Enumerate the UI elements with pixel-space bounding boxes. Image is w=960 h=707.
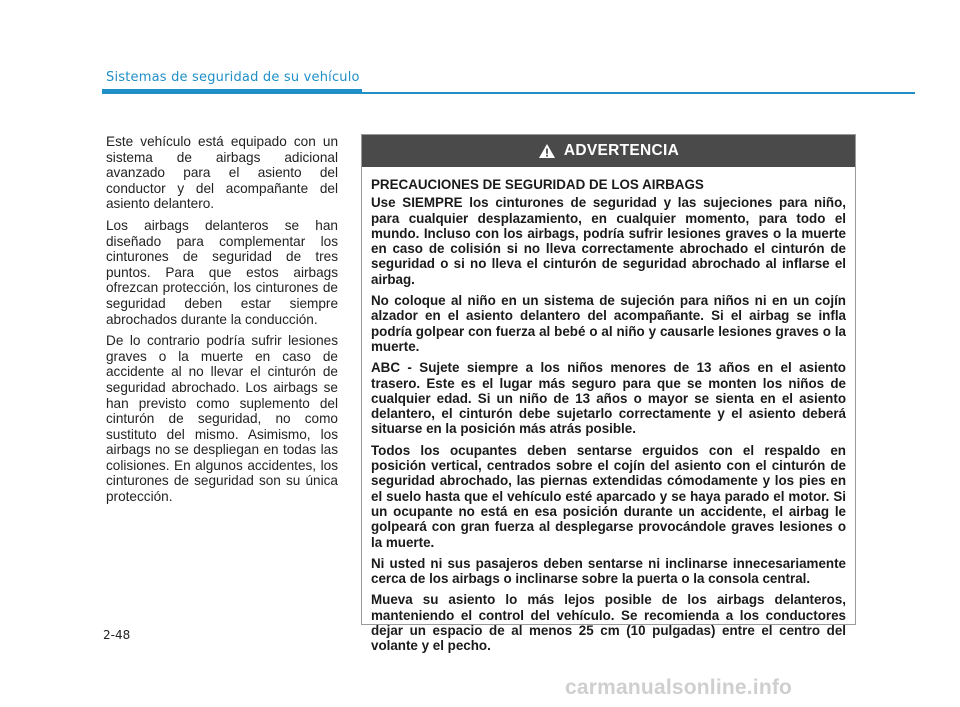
warning-body (362, 167, 855, 654)
warning-paragraph: Use SIEMPRE los cinturones de seguridad y las sujeciones para niño, para cualquier desplazamiento, en cualquier momento, para todo el mundo. Incluso con los airbags, podría sufrir lesiones graves o la muerte en caso de colisión si no lleva correctamente abrochado el cinturón de seguridad o si no lleva el cinturón de seguridad abrochado al inflarse el airbag. (371, 195, 846, 287)
warning-paragraph: No coloque al niño en un sistema de sujeción para niños ni en un cojín alzador en el asiento delantero del acompañante. Si el airbag se infla podría golpear con fuerza al bebé o al niño y causarle lesiones graves o la muerte. (371, 293, 846, 354)
warning-header-label: ADVERTENCIA (563, 142, 680, 159)
warning-paragraph: Mueva su asiento lo más lejos posible de los airbags delanteros, manteniendo el control del vehículo. Se recomienda a los conductores dejar un espacio de al menos 25 cm (10 pulgadas) entre el centro del volante y el pecho. (371, 592, 846, 654)
header-title: Sistemas de seguridad de su vehículo (106, 70, 360, 85)
watermark[interactable]: carmanualsonline.info (565, 676, 793, 699)
page-number: 2-48 (103, 628, 131, 642)
warning-header (362, 135, 855, 167)
body-paragraph: Este vehículo está equipado con un sistema de airbags adicional avanzado para el asiento del conductor y del acompañante del asiento delantero. (106, 134, 338, 212)
warning-box (361, 134, 856, 654)
body-paragraph: De lo contrario podría sufrir lesiones graves o la muerte en caso de accidente al no llevar el cinturón de seguridad abrochado. Los airbags se han previsto como suplemento del cinturón de seguridad, no como sustituto del mismo. Asimismo, los airbags no se despliegan en todas las colisiones. En algunos accidentes, los cinturones de seguridad son su única protección. (106, 333, 338, 505)
header-rule (362, 92, 915, 94)
body-paragraph: Los airbags delanteros se han diseñado para complementar los cinturones de seguridad de tres puntos. Para que estos airbags ofrezcan protección, los cinturones de seguridad deben estar siempre abrochados durante la conducción. (106, 217, 338, 327)
warning-paragraph: ABC - Sujete siempre a los niños menores de 13 años en el asiento trasero. Este es el lugar más seguro para que se monten los niños de cualquier edad. Si un niño de 13 años o mayor se sienta en el asiento delantero, el cinturón debe sujetarlo correctamente y el asiento deberá situarse en la posición más atrás posible. (371, 360, 846, 437)
warning-paragraph: Ni usted ni sus pasajeros deben sentarse ni inclinarse innecesariamente cerca de los airbags o inclinarse sobre la puerta o la consola central. (371, 555, 846, 587)
warning-triangle-icon (538, 143, 556, 159)
header-rule-accent (102, 89, 362, 94)
warning-paragraph: Todos los ocupantes deben sentarse erguidos con el respaldo en posición vertical, centrados sobre el cojín del asiento con el cinturón de seguridad abrochado, las piernas extendidas cómodamente y los pies en el suelo hasta que el vehículo esté aparcado y se haya parado el motor. Si un ocupante no está en esa posición durante un accidente, el airbag le golpeará con gran fuerza al desplegarse provocándole graves lesiones o la muerte. (371, 442, 846, 550)
warning-title: PRECAUCIONES DE SEGURIDAD DE LOS AIRBAGS (371, 177, 704, 192)
left-column (106, 134, 338, 511)
